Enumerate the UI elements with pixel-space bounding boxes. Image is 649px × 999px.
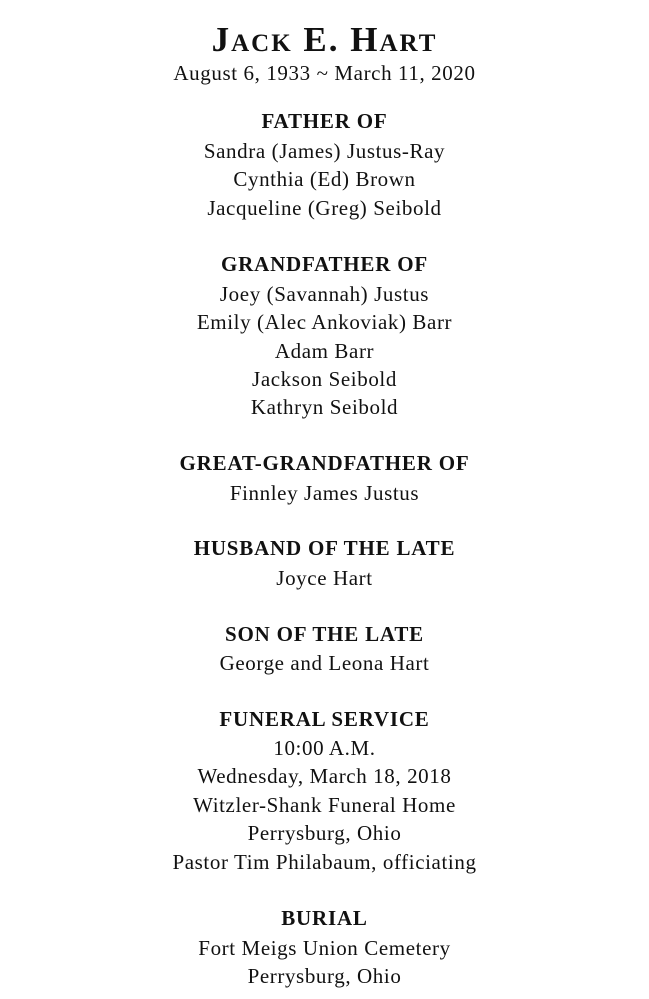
funeral-line: 10:00 A.M. — [273, 736, 376, 760]
husband-heading: HUSBAND OF THE LATE — [193, 536, 456, 560]
burial-line: Perrysburg, Ohio — [247, 964, 402, 988]
parents-line: George and Leona Hart — [219, 651, 430, 675]
father-heading: FATHER OF — [261, 109, 388, 133]
grandchild-line: Adam Barr — [274, 339, 375, 363]
funeral-heading: FUNERAL SERVICE — [219, 707, 430, 731]
father-line: Sandra (James) Justus-Ray — [203, 139, 446, 163]
funeral-line: Wednesday, March 18, 2018 — [197, 764, 452, 788]
grandfather-heading: GRANDFATHER OF — [221, 252, 428, 276]
life-dates: August 6, 1933 ~ March 11, 2020 — [173, 61, 476, 85]
grandchild-line: Emily (Alec Ankoviak) Barr — [196, 310, 453, 334]
burial-line: Fort Meigs Union Cemetery — [198, 936, 451, 960]
grandchild-line: Jackson Seibold — [252, 367, 397, 391]
funeral-line: Perrysburg, Ohio — [247, 821, 402, 845]
deceased-name: Jack E. Hart — [211, 20, 438, 59]
father-line: Cynthia (Ed) Brown — [233, 167, 416, 191]
funeral-line: Pastor Tim Philabaum, officiating — [172, 850, 477, 874]
son-heading: SON OF THE LATE — [225, 622, 424, 646]
spouse-line: Joyce Hart — [276, 566, 373, 590]
great-grandchild-line: Finnley James Justus — [229, 481, 420, 505]
father-line: Jacqueline (Greg) Seibold — [207, 196, 442, 220]
grandchild-line: Joey (Savannah) Justus — [219, 282, 430, 306]
funeral-line: Witzler-Shank Funeral Home — [193, 793, 456, 817]
grandchild-line: Kathryn Seibold — [250, 395, 399, 419]
burial-heading: BURIAL — [281, 906, 368, 930]
great-grandfather-heading: GREAT-GRANDFATHER OF — [179, 451, 470, 475]
